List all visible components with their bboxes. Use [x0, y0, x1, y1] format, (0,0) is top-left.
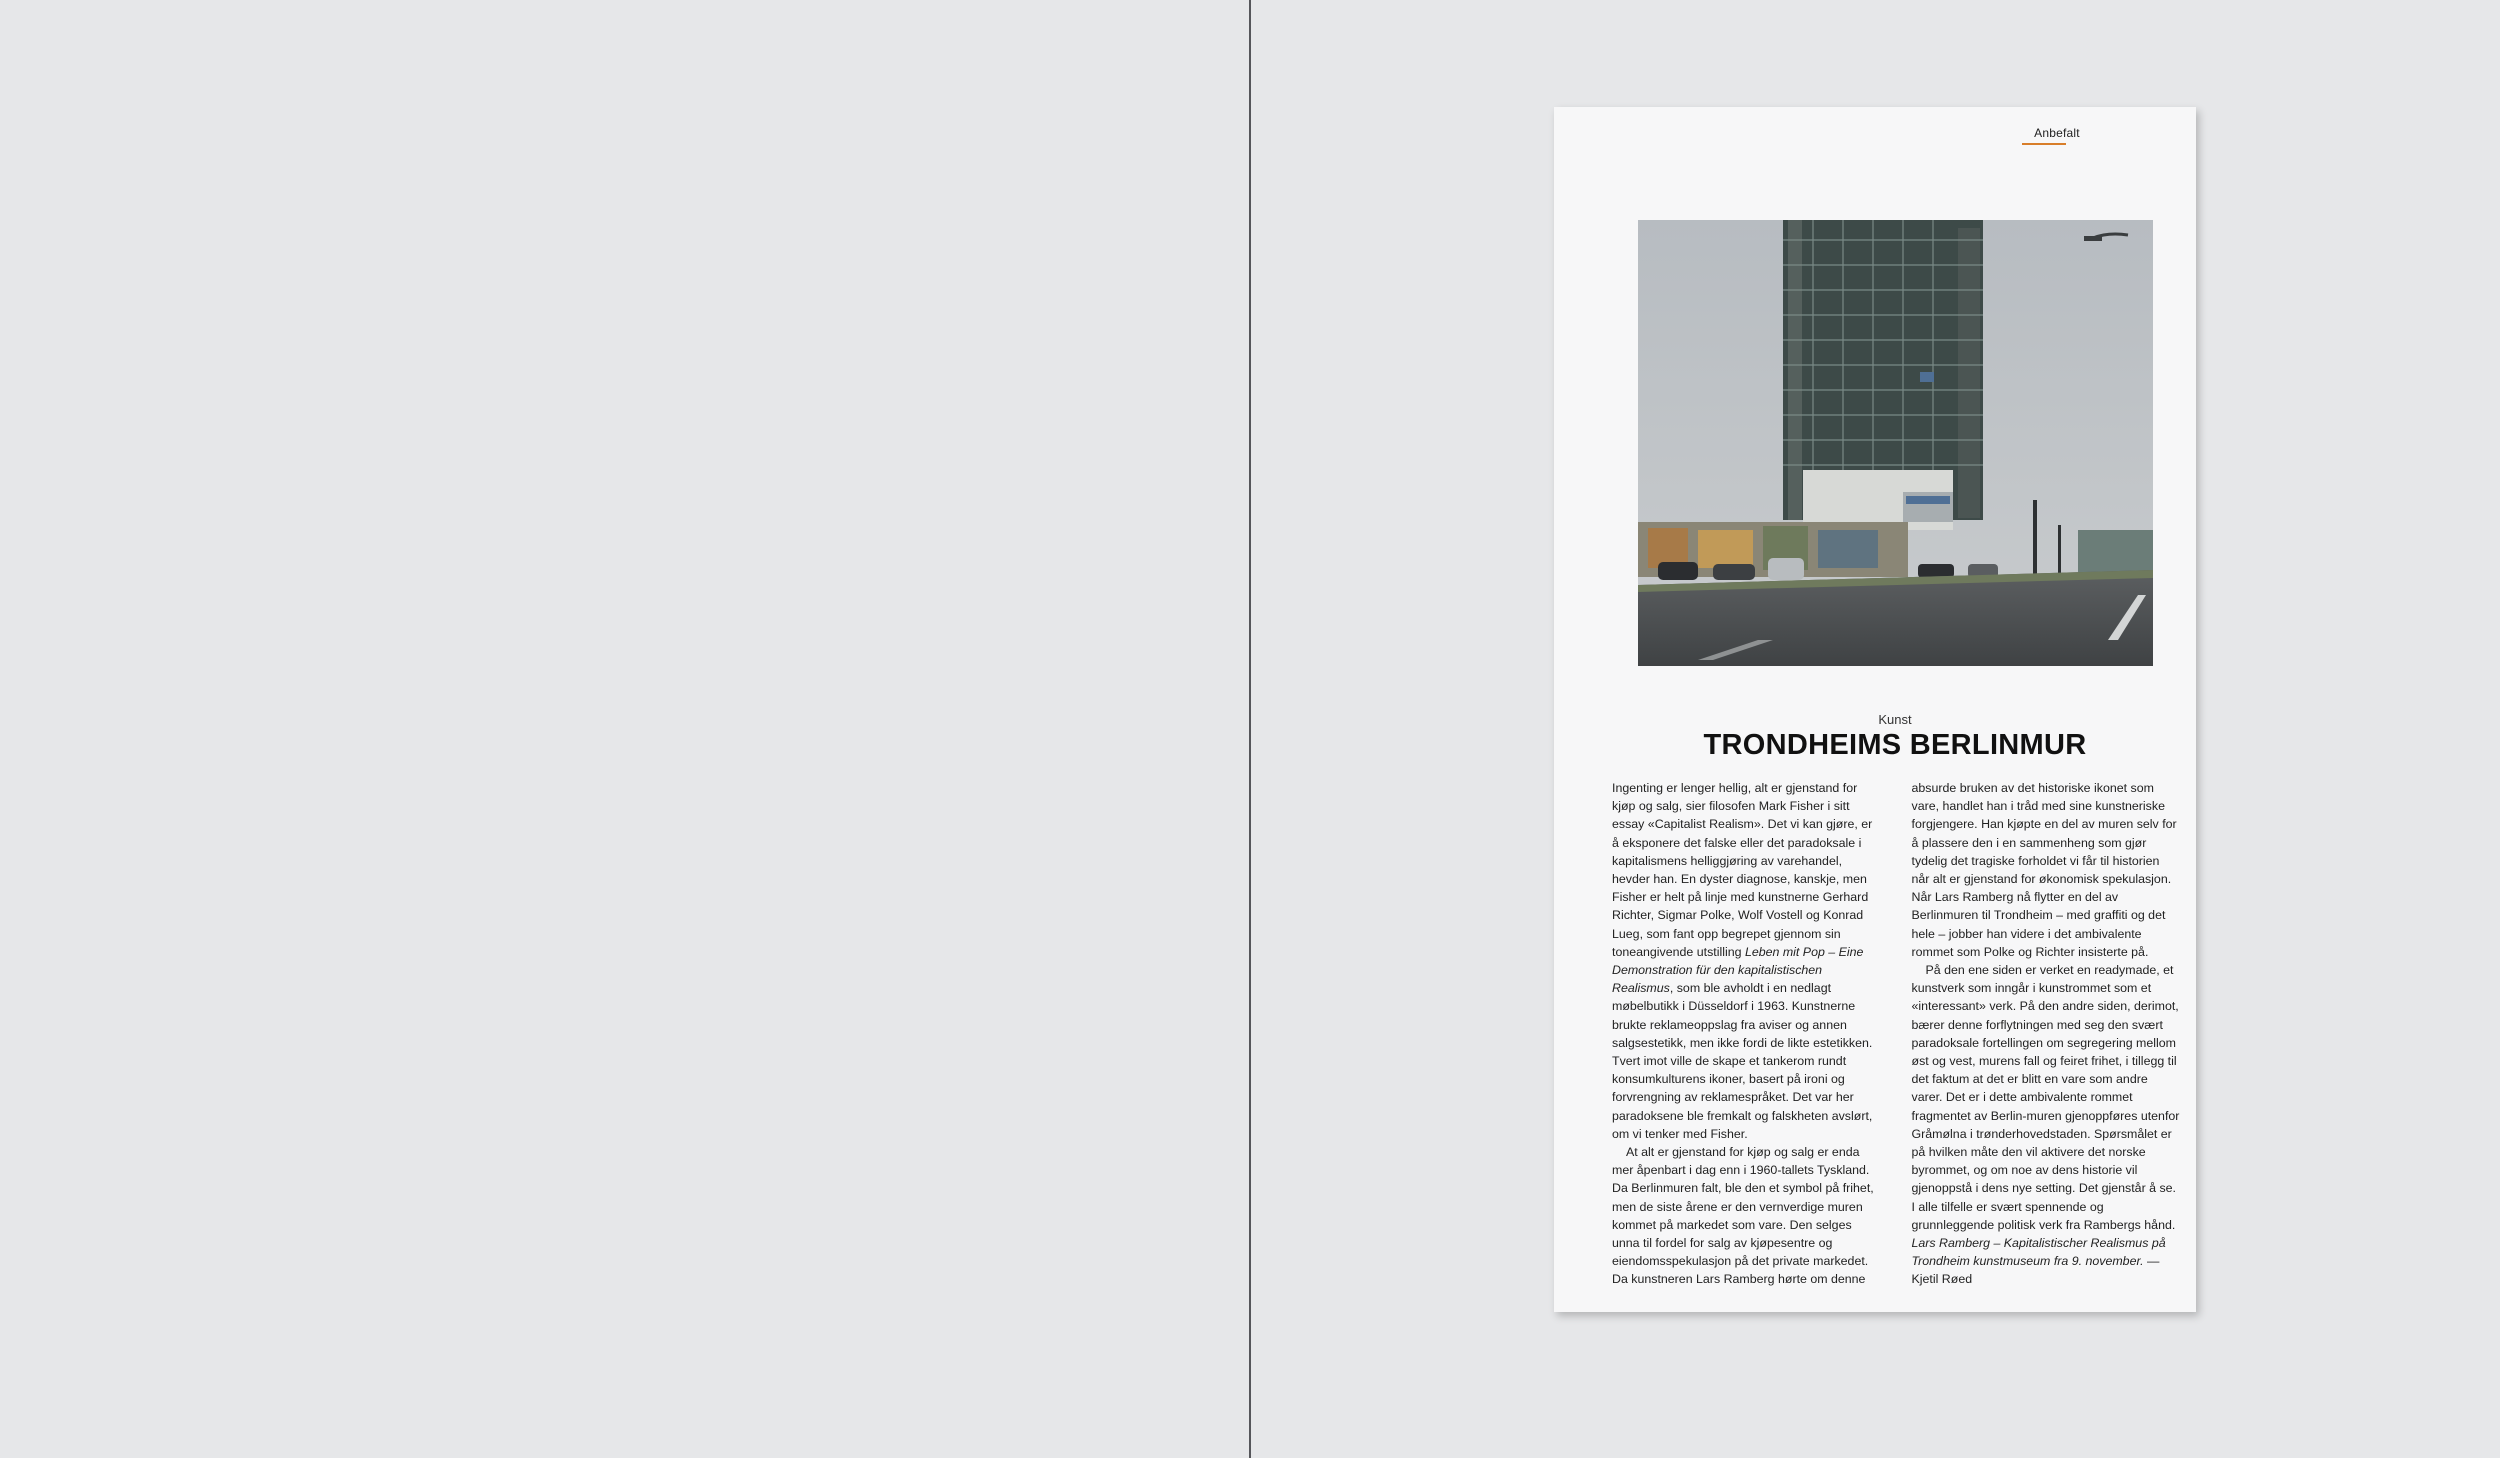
article-paragraph-2: At alt er gjenstand for kjøp og salg er enda mer åpenbart i dag enn i 1960-tallets Tyskland. Da Berlinmuren falt, ble den et symbol på frihet, men de siste årene er den vernverdige muren kommet på markedet som vare. Den selges unna til fordel for salg av kjøpesentre og eiendomsspekulasjon på det private markedet. Da kunstneren Lars Ramberg hørte om denne absurde bruken av det historiske ikonet som vare, handlet han i tråd med sine kunstneriske forgjengere. Han kjøpte en del av muren selv for å plassere den i en sammenheng som gjør tydelig det tragiske forholdet vi får til historien når alt er gjenstand for økonomisk spekulasjon. Når Lars Ramberg nå flytter en del av Berlinmuren til Trondheim – med graffiti og det hele – jobber han videre i det ambivalente rommet som Polke og Richter insisterte på.	[1612, 781, 2177, 1287]
article-headline: TRONDHEIMS BERLINMUR	[1703, 729, 2087, 761]
spread-gutter-divider	[1249, 0, 1251, 1458]
article-paragraph-3-text: På den ene siden er verket en readymade, et kunstverk som inngår i kunstrommet som et «interessant» verk. På den andre siden, derimot, bærer denne forflytningen med seg den svært paradoksale fortellingen om segregering mellom øst og vest, murens fall og feiret frihet, i tillegg til det faktum at det er blitt en vare som andre varer. Det er i dette ambivalente rommet fragmentet av Berlin-muren gjenoppføres utenfor Gråmølna i trønderhovedstaden. Spørsmålet er på hvilken måte den vil aktivere det norske byrommet, og om noe av dens historie vil gjenoppstå i dens nye setting. Det gjenstår å se. I alle tilfelle er svært spennende og grunnleggende politisk verk fra Rambergs hånd.	[1911, 963, 2180, 1232]
article-paragraph-1	[1612, 779, 1881, 1143]
article-category: Kunst	[1878, 712, 1912, 727]
section-tag-underline	[2022, 143, 2066, 145]
article-paragraph-1-text: Ingenting er lenger hellig, alt er gjenstand for kjøp og salg, sier filosofen Mark Fisher i sitt essay «Capitalist Realism». Det vi kan gjøre, er å eksponere det falske eller det paradoksale i kapitalismens helliggjøring av varehandel, hevder han. En dyster diagnose, kanskje, men Fisher er helt på linje med kunstnerne Gerhard Richter, Sigmar Polke, Wolf Vostell og Konrad Lueg, som fant opp begrepet gjennom sin toneangivende utstilling	[1612, 781, 1873, 959]
article-body	[1612, 779, 2180, 1289]
section-tag: Anbefalt	[2034, 126, 2080, 140]
exhibition-info: Lars Ramberg – Kapitalistischer Realismus på Trondheim kunstmuseum fra 9. november.	[1911, 1236, 2166, 1269]
article-photo	[1638, 220, 2153, 666]
article-paragraph-1-rest: , som ble avholdt i en nedlagt møbelbutikk i Düsseldorf i 1963. Kunstnerne brukte reklameoppslag fra aviser og annen salgsestetikk, men ikke fordi de likte estetikken. Tvert imot ville de skape et tankerom rundt konsumkulturens ikoner, basert på ironi og forvrengning av reklamespråket. Det var her paradoksene ble fremkalt og falskheten avslørt, om vi tenker med Fisher.	[1612, 981, 1873, 1141]
photo-construction-tower-icon	[1638, 220, 2153, 666]
article-byline: — Kjetil Røed	[1911, 1254, 2160, 1287]
article-paragraph-3	[1912, 961, 2181, 1289]
exhibition-title-leben-mit-pop: Leben mit Pop – Eine Demonstration für den kapitalistischen Realismus	[1612, 944, 1864, 996]
magazine-page	[1554, 107, 2196, 1312]
